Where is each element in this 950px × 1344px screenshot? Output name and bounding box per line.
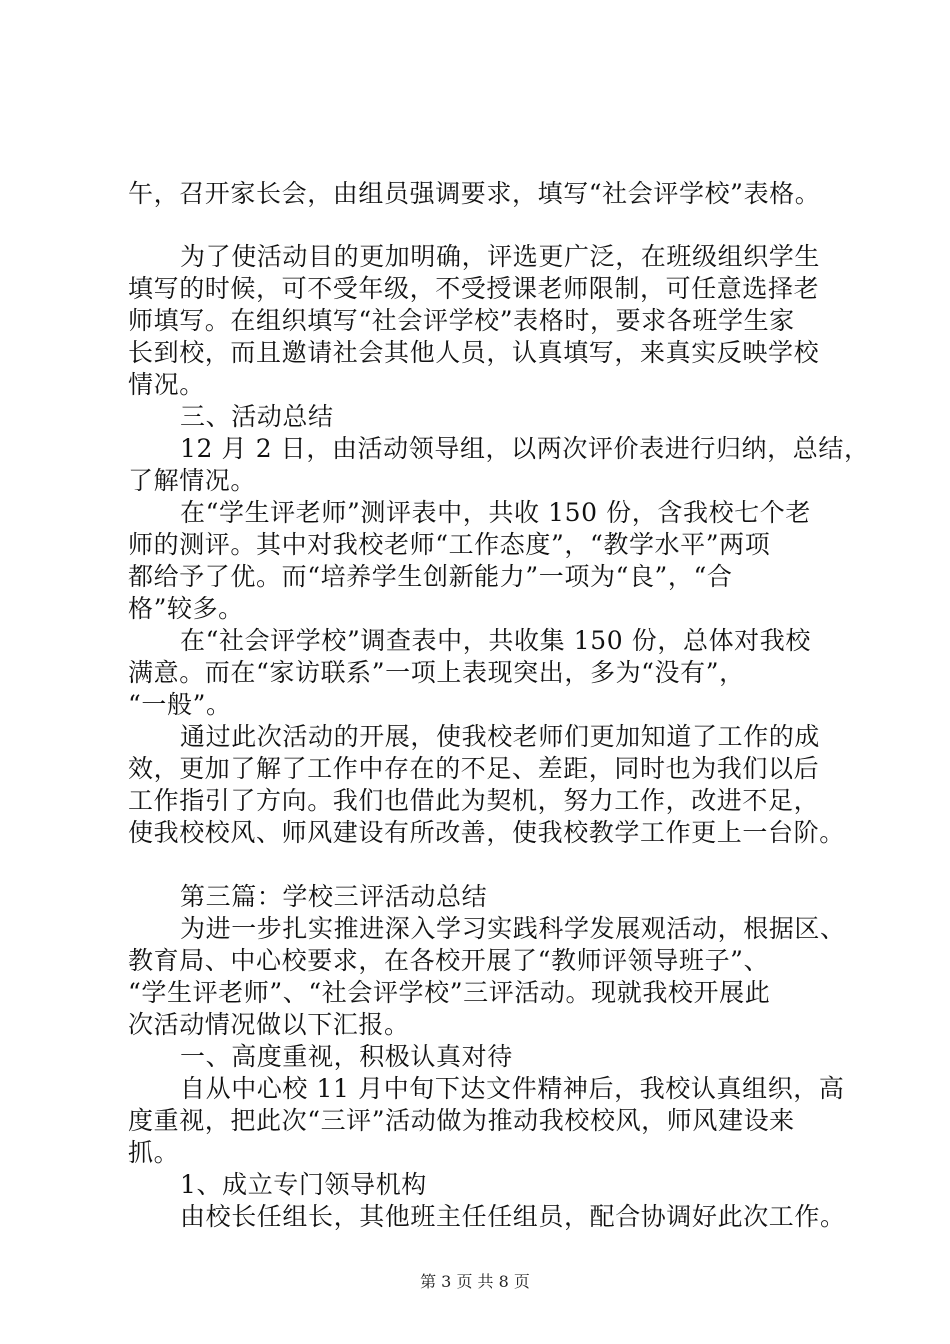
- text-line-content: 在“学生评老师”测评表中，共收 150 份，含我校七个老: [180, 498, 811, 527]
- text-line-content: 填写的时候，可不受年级，不受授课老师限制，可任意选择老: [128, 274, 820, 303]
- text-line-content: 次活动情况做以下汇报。: [128, 1010, 410, 1039]
- text-line-content: 师填写。在组织填写“社会评学校”表格时，要求各班学生家: [128, 306, 795, 335]
- text-line-content: 使我校校风、师风建设有所改善，使我校教学工作更上一台阶。: [128, 818, 845, 847]
- text-line-content: “学生评老师”、“社会评学校”三评活动。现就我校开展此: [128, 978, 771, 1007]
- page-footer: [0, 1272, 950, 1292]
- section-heading-text: 一、高度重视，积极认真对待: [180, 1042, 513, 1071]
- text-line-content: 教育局、中心校要求，在各校开展了“教师评领导班子”、: [128, 946, 770, 975]
- text-line-content: 满意。而在“家访联系”一项上表现突出，多为“没有”，: [128, 658, 745, 687]
- text-line-content: 12 月 2 日，由活动领导组，以两次评价表进行归纳，总结，: [180, 434, 870, 463]
- text-line-content: 度重视，把此次“三评”活动做为推动我校校风，师风建设来: [128, 1106, 795, 1135]
- text-line-content: 工作指引了方向。我们也借此为契机，努力工作，改进不足，: [128, 786, 820, 815]
- page-number-label: 第 3 页 共 8 页: [420, 1272, 530, 1291]
- text-line-content: 格”较多。: [128, 594, 244, 623]
- text-line-content: 由校长任组长，其他班主任任组员，配合协调好此次工作。: [180, 1202, 846, 1231]
- text-line-content: 都给予了优。而“培养学生创新能力”一项为“良”，“合: [128, 562, 733, 591]
- text-line-content: 情况。: [128, 370, 205, 399]
- subsection-heading-text: 1、成立专门领导机构: [180, 1170, 427, 1199]
- text-line-content: 长到校，而且邀请社会其他人员，认真填写，来真实反映学校: [128, 338, 820, 367]
- text-line-content: 抓。: [128, 1138, 180, 1167]
- text-line-content: 师的测评。其中对我校老师“工作态度”，“教学水平”两项: [128, 530, 771, 559]
- text-line-content: 为进一步扎实推进深入学习实践科学发展观活动，根据区、: [180, 914, 846, 943]
- text-line-content: 通过此次活动的开展，使我校老师们更加知道了工作的成: [180, 722, 821, 751]
- text-line-content: 了解情况。: [128, 466, 257, 495]
- chapter-heading-text: 第三篇：学校三评活动总结: [180, 882, 488, 911]
- text-line-content: 自从中心校 11 月中旬下达文件精神后，我校认真组织，高: [180, 1074, 845, 1103]
- text-line-content: 为了使活动目的更加明确，评选更广泛，在班级组织学生: [180, 242, 821, 271]
- text-line-content: 午，召开家长会，由组员强调要求，填写“社会评学校”表格。: [128, 179, 821, 208]
- text-line-content: “一般”。: [128, 690, 232, 719]
- text-line-content: 效，更加了解了工作中存在的不足、差距，同时也为我们以后: [128, 754, 820, 783]
- section-heading-text: 三、活动总结: [180, 402, 334, 431]
- text-line-content: 在“社会评学校”调查表中，共收集 150 份，总体对我校: [180, 626, 811, 655]
